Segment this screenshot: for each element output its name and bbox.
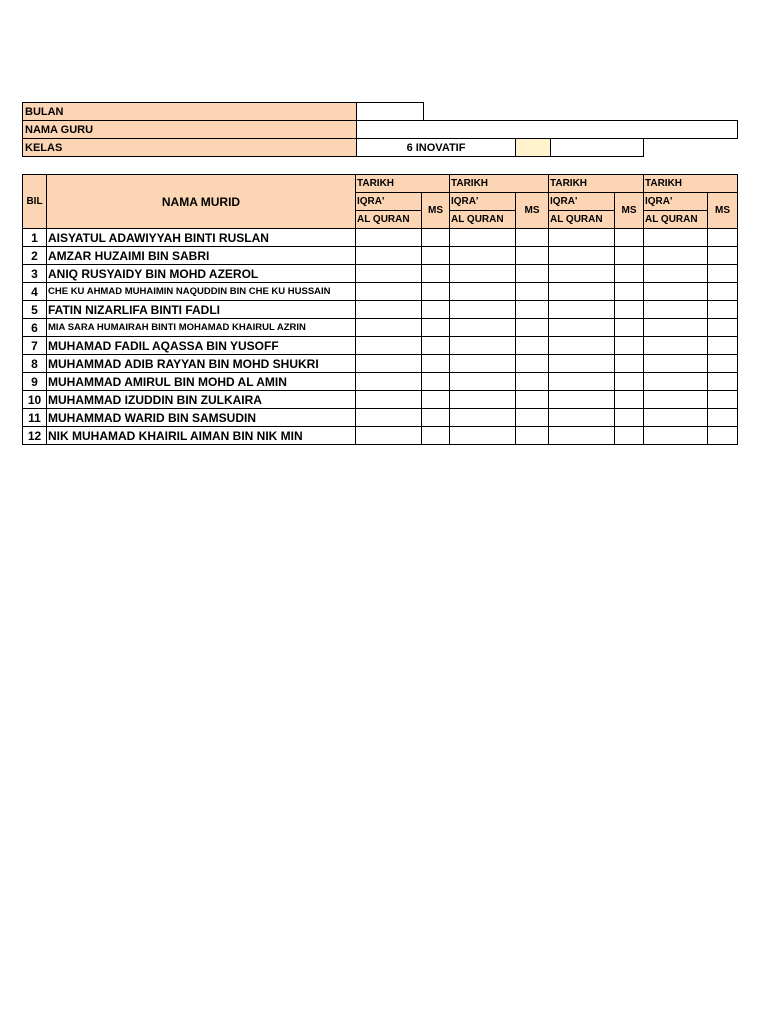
row-number: 2 <box>23 247 47 265</box>
iqra-entry-cell[interactable] <box>356 247 422 265</box>
tarikh-header-4: TARIKH <box>644 175 738 193</box>
iqra-entry-cell[interactable] <box>549 427 615 445</box>
iqra-entry-cell[interactable] <box>644 319 708 337</box>
bil-header: BIL <box>23 175 47 229</box>
iqra-entry-cell[interactable] <box>450 265 516 283</box>
table-row <box>23 427 738 445</box>
row-number: 10 <box>23 391 47 409</box>
iqra-entry-cell[interactable] <box>549 301 615 319</box>
iqra-entry-cell[interactable] <box>450 301 516 319</box>
iqra-entry-cell[interactable] <box>450 355 516 373</box>
student-name: MIA SARA HUMAIRAH BINTI MOHAMAD KHAIRUL AZRIN <box>47 319 356 337</box>
iqra-entry-cell[interactable] <box>549 391 615 409</box>
iqra-entry-cell[interactable] <box>549 355 615 373</box>
iqra-entry-cell[interactable] <box>356 373 422 391</box>
iqra-entry-cell[interactable] <box>356 319 422 337</box>
student-name: AMZAR HUZAIMI BIN SABRI <box>47 247 356 265</box>
iqra-entry-cell[interactable] <box>356 391 422 409</box>
row-number: 11 <box>23 409 47 427</box>
bulan-row <box>23 103 738 121</box>
row-number: 5 <box>23 301 47 319</box>
iqra-entry-cell[interactable] <box>450 319 516 337</box>
quran-header-1: AL QURAN <box>356 211 422 229</box>
iqra-entry-cell[interactable] <box>644 427 708 445</box>
iqra-entry-cell[interactable] <box>356 337 422 355</box>
table-row <box>23 283 738 301</box>
student-name: MUHAMMAD WARID BIN SAMSUDIN <box>47 409 356 427</box>
ms-entry-cell[interactable] <box>516 283 549 301</box>
kelas-value[interactable]: 6 INOVATIF <box>357 139 516 157</box>
ms-entry-cell[interactable] <box>615 409 644 427</box>
ms-header-1: MS <box>422 193 450 229</box>
ms-entry-cell[interactable] <box>422 265 450 283</box>
bulan-label: BULAN <box>23 103 357 121</box>
iqra-entry-cell[interactable] <box>549 319 615 337</box>
ms-entry-cell[interactable] <box>516 247 549 265</box>
table-row <box>23 301 738 319</box>
ms-entry-cell[interactable] <box>422 301 450 319</box>
iqra-entry-cell[interactable] <box>356 283 422 301</box>
ms-entry-cell[interactable] <box>422 409 450 427</box>
ms-entry-cell[interactable] <box>422 283 450 301</box>
tarikh-header-1: TARIKH <box>356 175 450 193</box>
row-number: 9 <box>23 373 47 391</box>
student-name: MUHAMMAD AMIRUL BIN MOHD AL AMIN <box>47 373 356 391</box>
ms-entry-cell[interactable] <box>708 247 738 265</box>
ms-entry-cell[interactable] <box>516 319 549 337</box>
iqra-entry-cell[interactable] <box>549 409 615 427</box>
ms-entry-cell[interactable] <box>516 391 549 409</box>
ms-entry-cell[interactable] <box>708 391 738 409</box>
iqra-entry-cell[interactable] <box>644 355 708 373</box>
tarikh-header-2: TARIKH <box>450 175 549 193</box>
nama-guru-row <box>23 121 738 139</box>
row-number: 3 <box>23 265 47 283</box>
iqra-entry-cell[interactable] <box>450 391 516 409</box>
student-name: AISYATUL ADAWIYYAH BINTI RUSLAN <box>47 229 356 247</box>
ms-entry-cell[interactable] <box>422 391 450 409</box>
iqra-entry-cell[interactable] <box>450 373 516 391</box>
iqra-entry-cell[interactable] <box>356 301 422 319</box>
row-number: 8 <box>23 355 47 373</box>
iqra-entry-cell[interactable] <box>549 265 615 283</box>
ms-entry-cell[interactable] <box>708 427 738 445</box>
iqra-entry-cell[interactable] <box>356 355 422 373</box>
ms-header-3: MS <box>615 193 644 229</box>
student-table <box>22 174 738 445</box>
iqra-entry-cell[interactable] <box>644 409 708 427</box>
quran-header-3: AL QURAN <box>549 211 615 229</box>
iqra-header-2: IQRA' <box>450 193 516 211</box>
iqra-entry-cell[interactable] <box>644 337 708 355</box>
ms-entry-cell[interactable] <box>422 337 450 355</box>
ms-entry-cell[interactable] <box>615 319 644 337</box>
table-row <box>23 229 738 247</box>
ms-entry-cell[interactable] <box>516 427 549 445</box>
table-row <box>23 265 738 283</box>
table-row <box>23 373 738 391</box>
ms-header-2: MS <box>516 193 549 229</box>
iqra-entry-cell[interactable] <box>450 337 516 355</box>
iqra-entry-cell[interactable] <box>356 229 422 247</box>
row-number: 4 <box>23 283 47 301</box>
ms-entry-cell[interactable] <box>615 391 644 409</box>
ms-entry-cell[interactable] <box>516 301 549 319</box>
iqra-entry-cell[interactable] <box>644 391 708 409</box>
table-row <box>23 319 738 337</box>
table-row <box>23 355 738 373</box>
ms-entry-cell[interactable] <box>516 409 549 427</box>
iqra-entry-cell[interactable] <box>450 409 516 427</box>
kelas-table <box>22 138 644 157</box>
iqra-entry-cell[interactable] <box>450 427 516 445</box>
iqra-entry-cell[interactable] <box>450 229 516 247</box>
student-name: FATIN NIZARLIFA BINTI FADLI <box>47 301 356 319</box>
ms-entry-cell[interactable] <box>615 427 644 445</box>
ms-entry-cell[interactable] <box>708 283 738 301</box>
student-name: MUHAMAD FADIL AQASSA BIN YUSOFF <box>47 337 356 355</box>
student-name: MUHAMMAD IZUDDIN BIN ZULKAIRA <box>47 391 356 409</box>
ms-entry-cell[interactable] <box>708 265 738 283</box>
iqra-entry-cell[interactable] <box>644 265 708 283</box>
nama-guru-value[interactable] <box>357 121 738 139</box>
tarikh-header-3: TARIKH <box>549 175 644 193</box>
ms-entry-cell[interactable] <box>422 229 450 247</box>
table-row <box>23 247 738 265</box>
iqra-entry-cell[interactable] <box>549 373 615 391</box>
student-rows <box>23 229 738 445</box>
iqra-entry-cell[interactable] <box>450 247 516 265</box>
ms-entry-cell[interactable] <box>708 319 738 337</box>
ms-entry-cell[interactable] <box>516 265 549 283</box>
table-row <box>23 391 738 409</box>
ms-entry-cell[interactable] <box>708 373 738 391</box>
ms-entry-cell[interactable] <box>422 247 450 265</box>
ms-entry-cell[interactable] <box>708 229 738 247</box>
student-name: MUHAMMAD ADIB RAYYAN BIN MOHD SHUKRI <box>47 355 356 373</box>
ms-entry-cell[interactable] <box>422 427 450 445</box>
ms-entry-cell[interactable] <box>615 355 644 373</box>
nama-guru-label: NAMA GURU <box>23 121 357 139</box>
ms-entry-cell[interactable] <box>516 373 549 391</box>
row-number: 7 <box>23 337 47 355</box>
info-table <box>22 102 738 139</box>
ms-entry-cell[interactable] <box>708 355 738 373</box>
ms-entry-cell[interactable] <box>615 247 644 265</box>
ms-entry-cell[interactable] <box>708 409 738 427</box>
iqra-entry-cell[interactable] <box>549 337 615 355</box>
iqra-entry-cell[interactable] <box>549 283 615 301</box>
nama-murid-header: NAMA MURID <box>47 175 356 229</box>
iqra-header-1: IQRA' <box>356 193 422 211</box>
ms-entry-cell[interactable] <box>615 301 644 319</box>
iqra-entry-cell[interactable] <box>549 247 615 265</box>
iqra-entry-cell[interactable] <box>644 229 708 247</box>
ms-header-4: MS <box>708 193 738 229</box>
bulan-value[interactable] <box>357 103 424 121</box>
ms-entry-cell[interactable] <box>422 355 450 373</box>
ms-entry-cell[interactable] <box>615 373 644 391</box>
kelas-highlight-cell[interactable] <box>516 139 551 157</box>
ms-entry-cell[interactable] <box>516 229 549 247</box>
iqra-entry-cell[interactable] <box>549 229 615 247</box>
quran-header-4: AL QURAN <box>644 211 708 229</box>
student-name: NIK MUHAMAD KHAIRIL AIMAN BIN NIK MIN <box>47 427 356 445</box>
ms-entry-cell[interactable] <box>615 229 644 247</box>
row-number: 1 <box>23 229 47 247</box>
ms-entry-cell[interactable] <box>516 337 549 355</box>
iqra-entry-cell[interactable] <box>356 265 422 283</box>
iqra-entry-cell[interactable] <box>644 247 708 265</box>
ms-entry-cell[interactable] <box>615 283 644 301</box>
iqra-entry-cell[interactable] <box>644 283 708 301</box>
row-number: 6 <box>23 319 47 337</box>
ms-entry-cell[interactable] <box>708 301 738 319</box>
table-row <box>23 337 738 355</box>
iqra-header-3: IQRA' <box>549 193 615 211</box>
quran-header-2: AL QURAN <box>450 211 516 229</box>
kelas-extra-cell[interactable] <box>551 139 644 157</box>
kelas-label: KELAS <box>23 139 357 157</box>
iqra-entry-cell[interactable] <box>644 301 708 319</box>
iqra-entry-cell[interactable] <box>356 409 422 427</box>
kelas-row <box>23 139 644 157</box>
ms-entry-cell[interactable] <box>708 337 738 355</box>
student-name: ANIQ RUSYAIDY BIN MOHD AZEROL <box>47 265 356 283</box>
row-number: 12 <box>23 427 47 445</box>
ms-entry-cell[interactable] <box>516 355 549 373</box>
ms-entry-cell[interactable] <box>422 319 450 337</box>
ms-entry-cell[interactable] <box>422 373 450 391</box>
iqra-entry-cell[interactable] <box>356 427 422 445</box>
student-name: CHE KU AHMAD MUHAIMIN NAQUDDIN BIN CHE KU HUSSAIN <box>47 283 356 301</box>
header-row-1 <box>23 175 738 193</box>
iqra-entry-cell[interactable] <box>644 373 708 391</box>
iqra-header-4: IQRA' <box>644 193 708 211</box>
ms-entry-cell[interactable] <box>615 337 644 355</box>
table-row <box>23 409 738 427</box>
ms-entry-cell[interactable] <box>615 265 644 283</box>
iqra-entry-cell[interactable] <box>450 283 516 301</box>
